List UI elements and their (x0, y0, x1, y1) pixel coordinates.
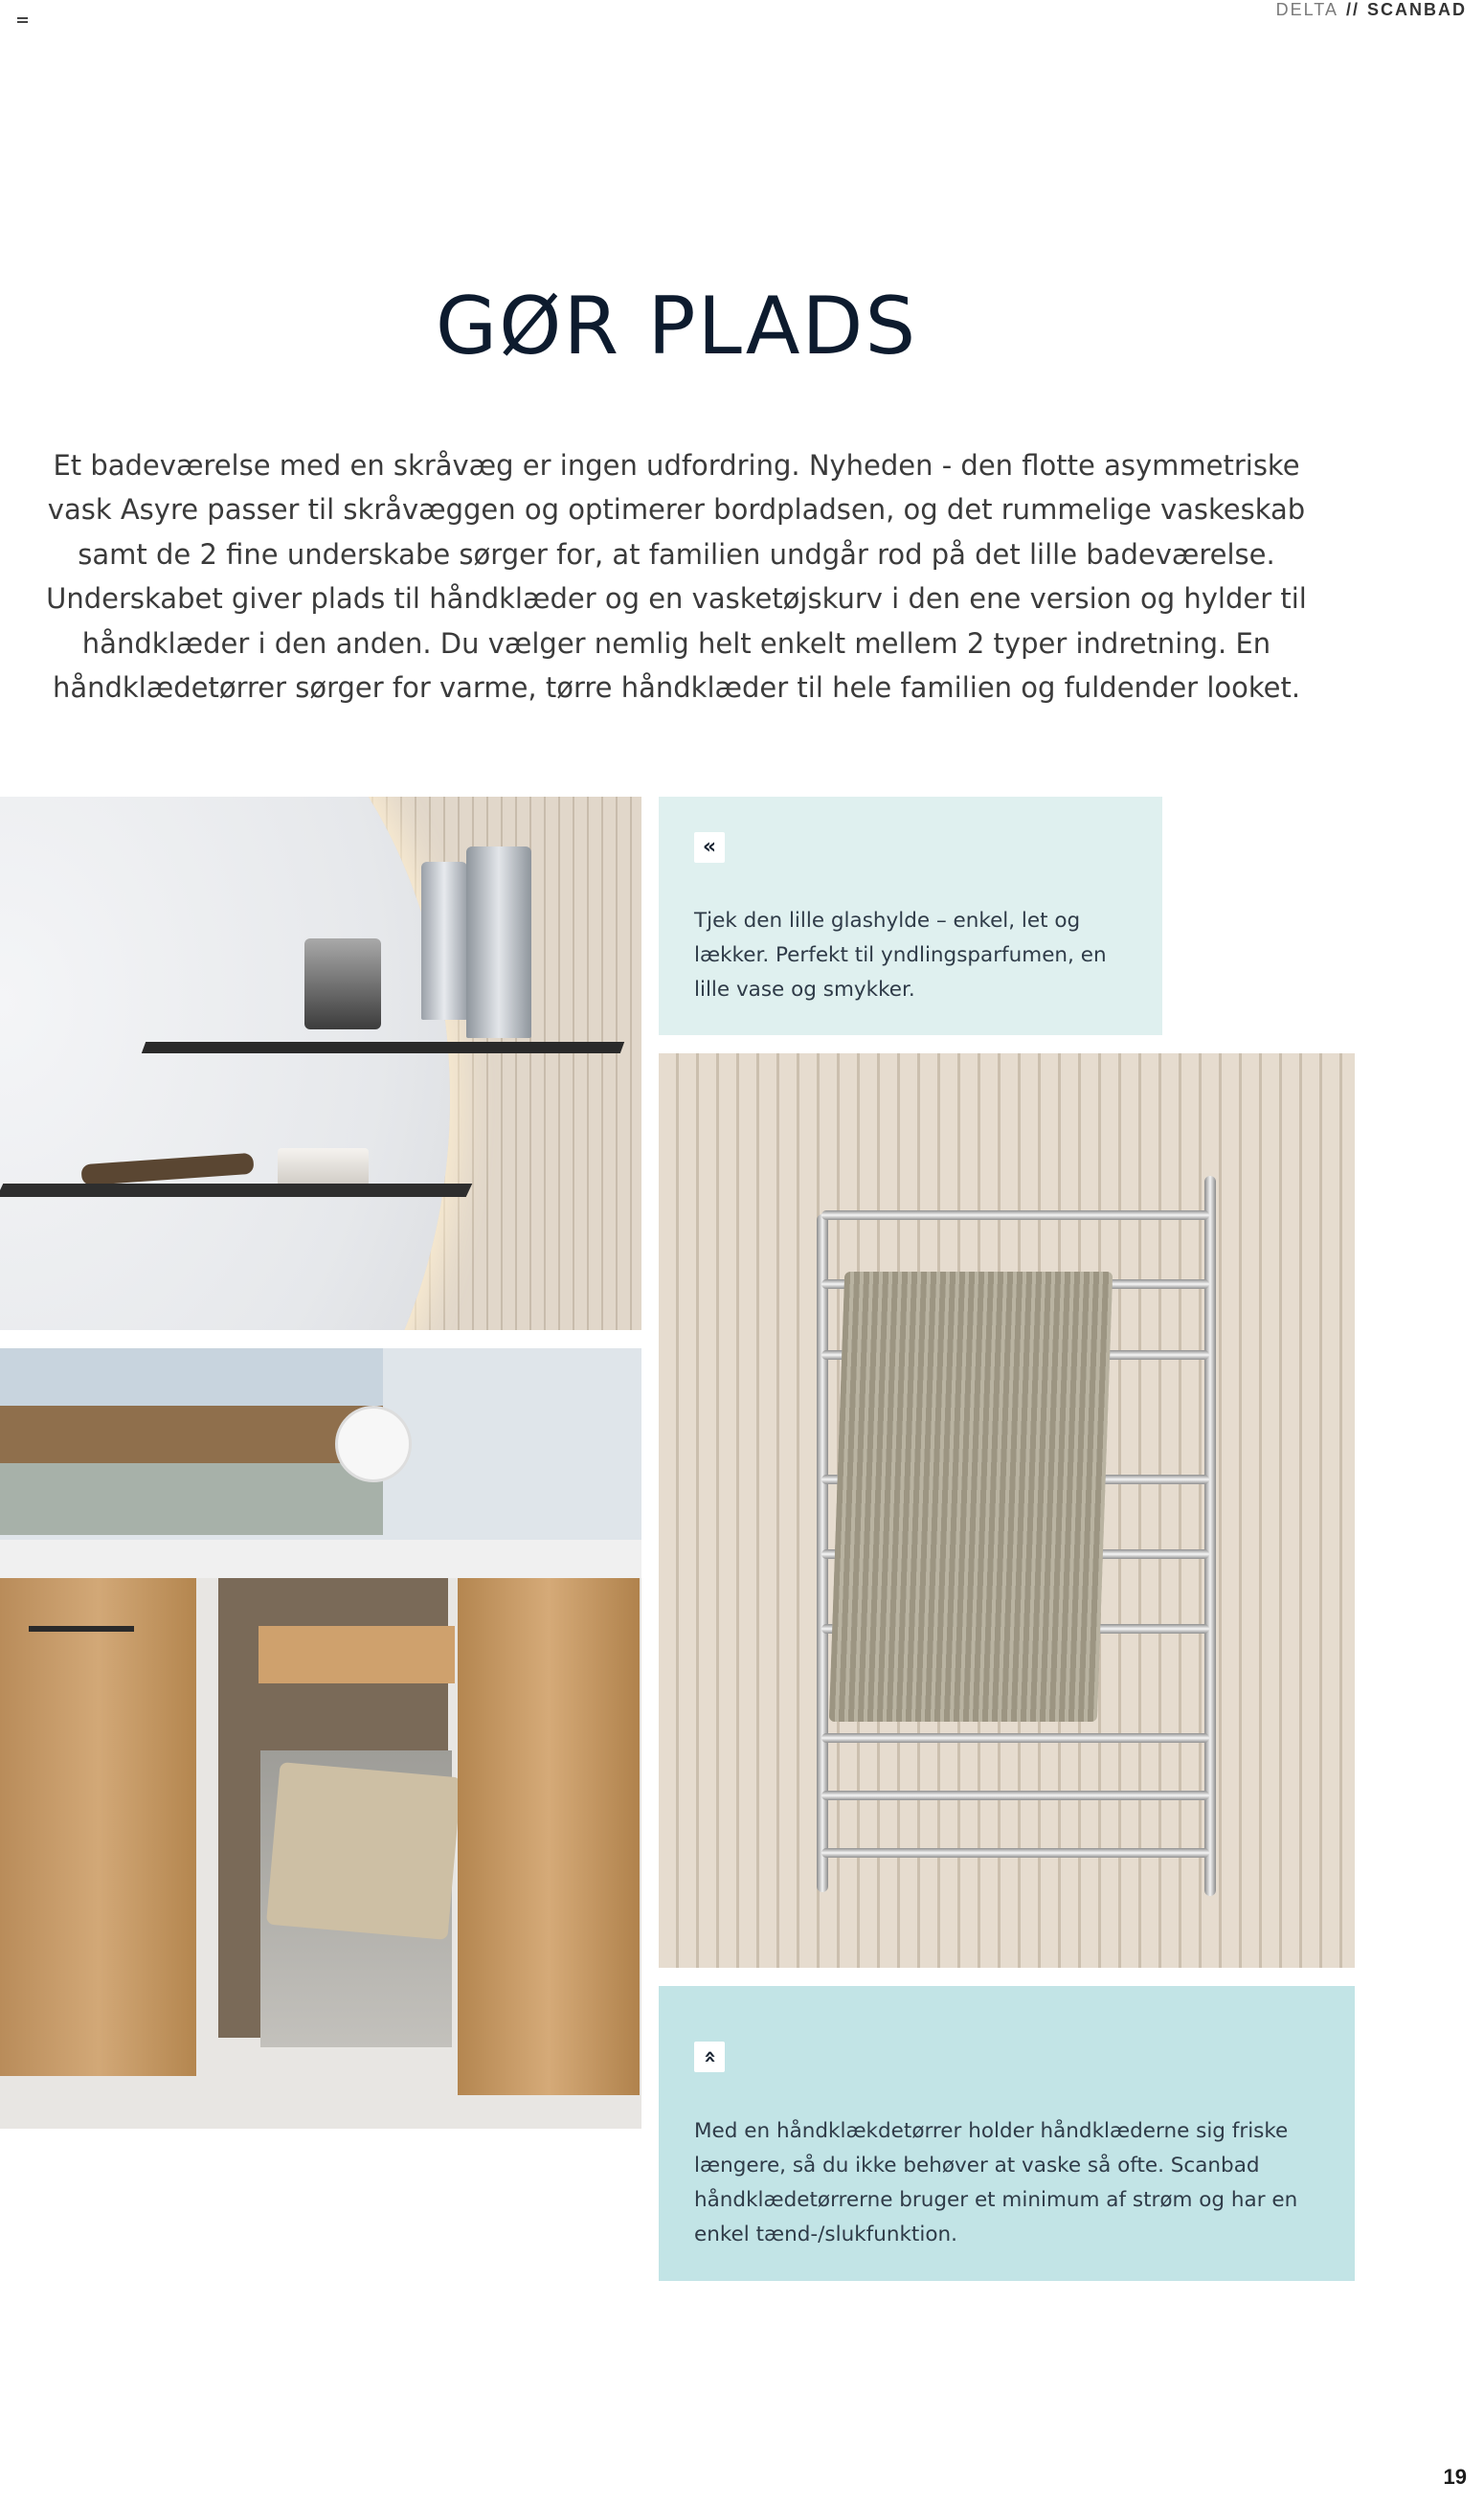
page-title: GØR PLADS (435, 280, 918, 372)
quote-icon: « (694, 2042, 725, 2072)
brand-scanbad: SCANBAD (1367, 0, 1467, 19)
brand-delta: DELTA (1275, 0, 1338, 19)
quote-text: Tjek den lille glashylde – enkel, let og lækker. Perfekt til yndlingsparfumen, en lille vase og smykker. (694, 909, 1107, 1002)
quote-box-glass-shelf (659, 797, 1162, 1035)
glass-shelves-photo (0, 797, 641, 1330)
brand-separator: // (1345, 0, 1360, 19)
towel-heater-photo (659, 1053, 1355, 1968)
cabinet-photo (0, 1348, 641, 2129)
menu-icon[interactable] (17, 17, 28, 26)
quote-box-towel-heater (659, 1986, 1355, 2281)
brand-header (1276, 0, 1467, 17)
intro-paragraph: Et badeværelse med en skråvæg er ingen udfordring. Nyheden - den flotte asymmetriske vask Asyre passer til skråvæggen og optimerer bordpladsen, og det rummelige vaskeskab samt de 2 fine underskabe sørger for, at familien undgår rod på det lille badeværelse. Underskabet giver plads til håndklæder og en vasketøjskurv i den ene version og hylder til håndklæder i den anden. Du vælger nemlig helt enkelt mellem 2 typer indretning. En håndklædetørrer sørger for varme, tørre håndklæder til hele familien og fuldender looket. (46, 449, 1307, 705)
page-number: 19 (1443, 2465, 1467, 2489)
quote-text: Med en håndklækdetørrer holder håndklæderne sig friske længere, så du ikke behøver at vaske så ofte. Scanbad håndklædetørrerne bruger et minimum af strøm og har en enkel tænd-/slukfunktion. (694, 2119, 1298, 2246)
quote-icon: « (694, 832, 725, 863)
